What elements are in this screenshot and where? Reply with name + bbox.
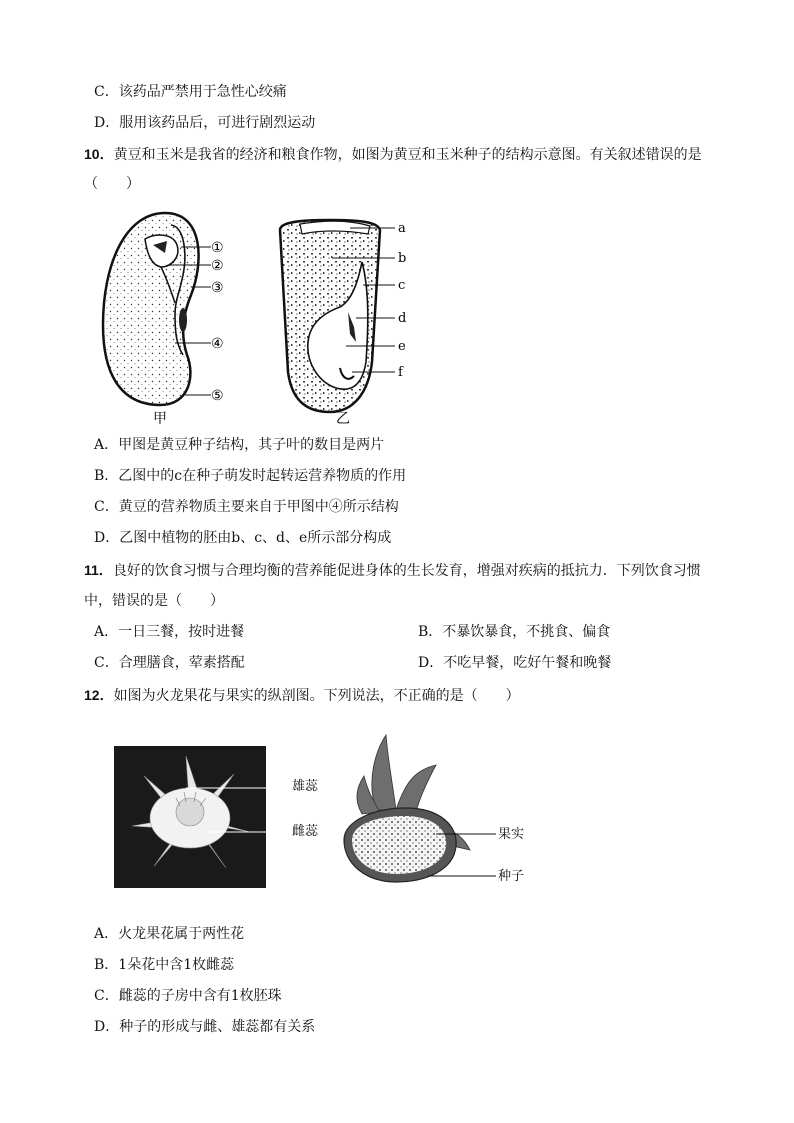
label-e: e (398, 339, 406, 354)
q12-option-b (94, 955, 234, 975)
label-4: ④ (211, 336, 224, 352)
option-letter: D． (418, 655, 444, 671)
label-a: a (398, 221, 406, 236)
option-text: 乙图中的c在种子萌发时起转运营养物质的作用 (118, 468, 407, 484)
q9-option-c (94, 82, 287, 102)
question-text: 黄豆和玉米是我省的经济和粮食作物，如图为黄豆和玉米种子的结构示意图。有关叙述错误的是 (113, 147, 702, 163)
figure-caption-jia: 甲 (153, 411, 167, 427)
label-seed: 种子 (498, 869, 525, 884)
question-number: 10． (84, 146, 114, 162)
option-letter: D． (94, 1019, 120, 1035)
q10-answer-paren: （ ） (84, 176, 140, 192)
q11-stem-line1 (84, 560, 701, 581)
label-3: ③ (211, 280, 224, 296)
question-text: 如图为火龙果花与果实的纵剖图。下列说法，不正确的是（ ） (113, 688, 520, 704)
label-d: d (398, 311, 407, 326)
soybean-seed-diagram (95, 205, 245, 430)
q11-option-c (94, 653, 245, 673)
question-number: 11． (84, 562, 113, 578)
q11-option-a (94, 622, 244, 642)
q9-option-d (94, 113, 315, 133)
option-text: 黄豆的营养物质主要来自于甲图中④所示结构 (118, 499, 399, 515)
option-text: 种子的形成与雌、雄蕊都有关系 (119, 1019, 316, 1035)
option-letter: B． (94, 468, 119, 484)
option-text: 不吃早餐，吃好午餐和晚餐 (443, 655, 612, 671)
option-letter: D． (94, 530, 120, 546)
option-text: 雌蕊的子房中含有1枚胚珠 (118, 988, 282, 1004)
option-letter: C． (94, 655, 119, 671)
option-text: 服用该药品后，可进行剧烈运动 (119, 115, 316, 131)
label-5: ⑤ (211, 388, 224, 404)
option-letter: A． (94, 624, 119, 640)
option-letter: D． (94, 115, 120, 131)
q12-option-c (94, 986, 282, 1006)
option-letter: B． (94, 957, 119, 973)
q10-stem (84, 144, 702, 165)
option-text: 合理膳食，荤素搭配 (118, 655, 245, 671)
corn-seed-diagram (270, 212, 420, 430)
label-f: f (398, 365, 403, 380)
question-number: 12． (84, 687, 114, 703)
q10-option-c (94, 497, 399, 517)
q12-option-d (94, 1017, 315, 1037)
q11-stem-line2: 中，错误的是（ ） (84, 593, 224, 609)
label-stamen: 雄蕊 (292, 779, 319, 794)
q12-stem (84, 685, 520, 706)
option-text: 甲图是黄豆种子结构，其子叶的数目是两片 (118, 437, 385, 453)
option-text: 乙图中植物的胚由b、c、d、e所示部分构成 (119, 530, 392, 546)
q12-option-a (94, 924, 244, 944)
label-1: ① (211, 240, 224, 256)
label-2: ② (211, 258, 224, 274)
dragon-fruit-flower-photo (114, 746, 266, 888)
q11-option-b (418, 622, 610, 642)
option-text: 一日三餐，按时进餐 (118, 624, 245, 640)
option-letter: A． (94, 926, 119, 942)
option-letter: C． (94, 84, 119, 100)
question-text: 良好的饮食习惯与合理均衡的营养能促进身体的生长发育，增强对疾病的抵抗力．下列饮食习惯 (112, 563, 701, 579)
dragon-fruit-section-photo (336, 730, 496, 895)
option-letter: C． (94, 499, 119, 515)
option-letter: C． (94, 988, 119, 1004)
q11-option-d (418, 653, 611, 673)
label-c: c (398, 278, 406, 293)
q10-option-d (94, 528, 391, 548)
option-text: 1朵花中含1枚雌蕊 (118, 957, 235, 973)
label-pistil: 雌蕊 (292, 824, 319, 839)
option-text: 不暴饮暴食，不挑食、偏食 (442, 624, 611, 640)
option-text: 该药品严禁用于急性心绞痛 (118, 84, 287, 100)
label-fruit: 果实 (498, 827, 525, 842)
option-letter: B． (418, 624, 443, 640)
option-text: 火龙果花属于两性花 (118, 926, 245, 942)
q10-option-a (94, 435, 384, 455)
q10-option-b (94, 466, 406, 486)
label-b: b (398, 251, 407, 266)
option-letter: A． (94, 437, 119, 453)
figure-caption-yi: 乙 (336, 411, 350, 427)
